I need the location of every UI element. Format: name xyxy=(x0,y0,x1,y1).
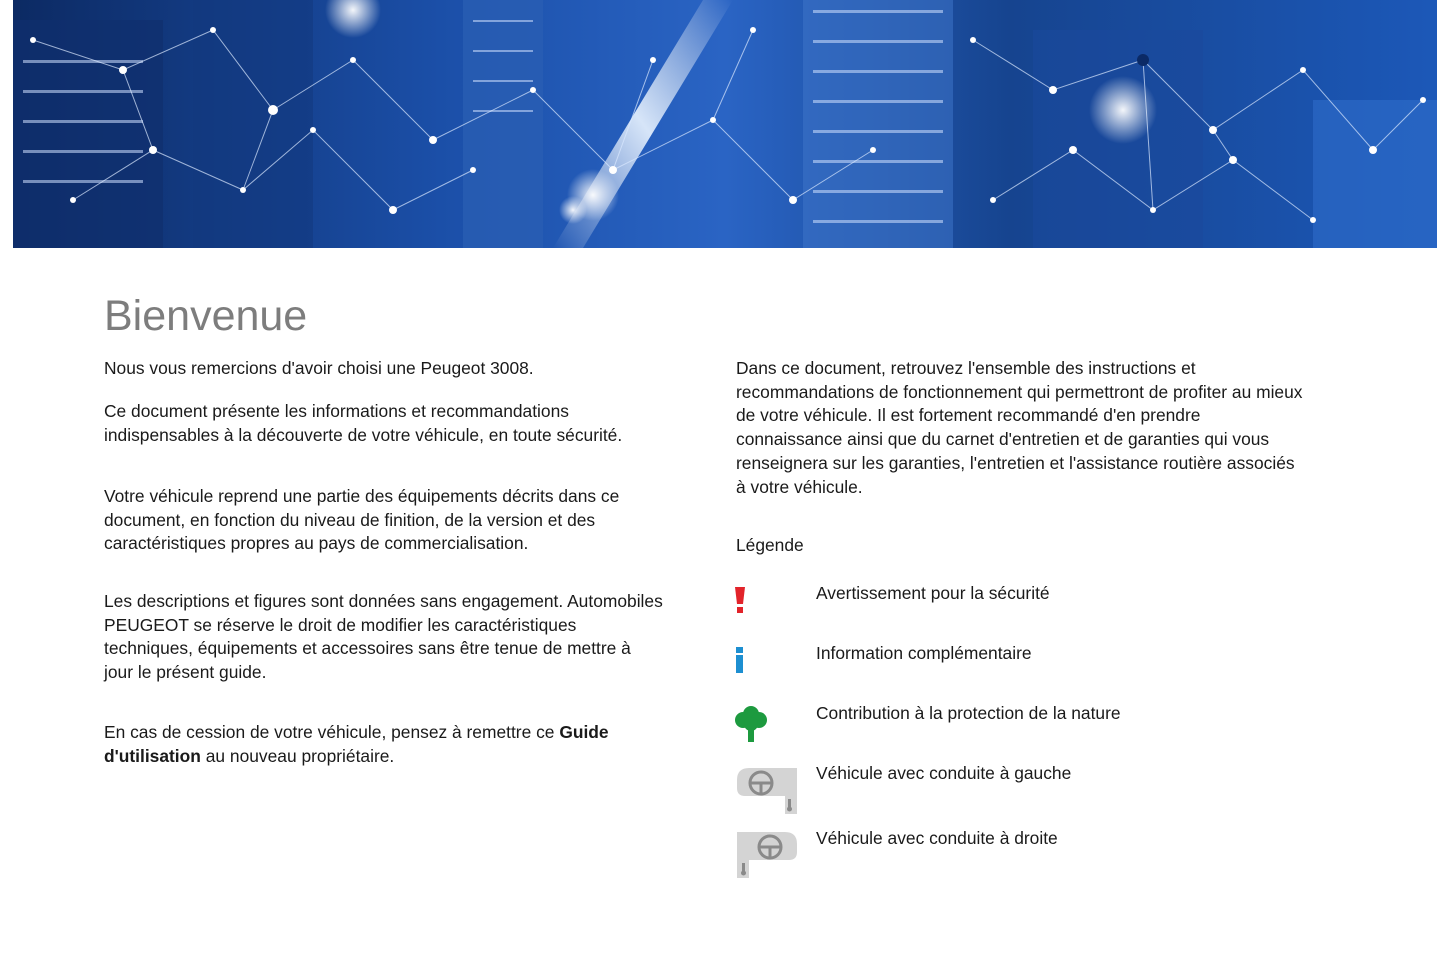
info-icon xyxy=(733,646,747,674)
header-banner-image xyxy=(13,0,1437,248)
tree-icon xyxy=(734,705,768,743)
legend-heading: Légende xyxy=(736,535,804,555)
right-hand-drive-icon xyxy=(735,830,799,880)
page-title: Bienvenue xyxy=(104,292,308,340)
intro-paragraph: Nous vous remercions d'avoir choisi une Peugeot 3008. xyxy=(104,358,534,378)
legend-item-left-hand-drive: Véhicule avec conduite à gauche xyxy=(816,763,1072,783)
left-hand-drive-icon xyxy=(735,766,799,816)
warning-exclamation-icon xyxy=(733,586,747,614)
legend-item-nature: Contribution à la protection de la nature xyxy=(816,703,1121,723)
equipment-paragraph: Votre véhicule reprend une partie des équipements décrits dans ce document, en fonction du niveau de finition, de la version et des caractéristiques propres au pays de commercialisation. xyxy=(104,486,620,554)
transfer-text-end: au nouveau propriétaire. xyxy=(200,745,395,766)
guide-name-bold: Guide d'utilisation xyxy=(104,722,609,766)
transfer-text-start: En cas de cession de votre véhicule, pensez à remettre ce xyxy=(104,722,560,742)
disclaimer-paragraph: Les descriptions et figures sont données sans engagement. Automobiles PEUGEOT se réserve le droit de modifier les caractéristiques techniques, équipements et accessoires sans être tenue de mettre à jour le présent guide. xyxy=(104,591,663,683)
legend-item-right-hand-drive: Véhicule avec conduite à droite xyxy=(816,828,1058,848)
legend-item-additional-info: Information complémentaire xyxy=(816,643,1032,663)
city-network-illustration xyxy=(13,0,1437,248)
instructions-paragraph: Dans ce document, retrouvez l'ensemble des instructions et recommandations de fonctionnement qui permettront de profiter au mieux de votre véhicule. Il est fortement recommandé d'en prendre connaissance ainsi que du carnet d'entretien et de garanties qui vous renseignera sur les garanties, l'entretien et l'assistance routière associés à votre véhicule. xyxy=(736,358,1303,497)
transfer-paragraph xyxy=(104,721,664,768)
document-purpose-paragraph: Ce document présente les informations et recommandations indispensables à la découverte de votre véhicule, en toute sécurité. xyxy=(104,401,623,445)
legend-item-safety-warning: Avertissement pour la sécurité xyxy=(816,583,1050,603)
